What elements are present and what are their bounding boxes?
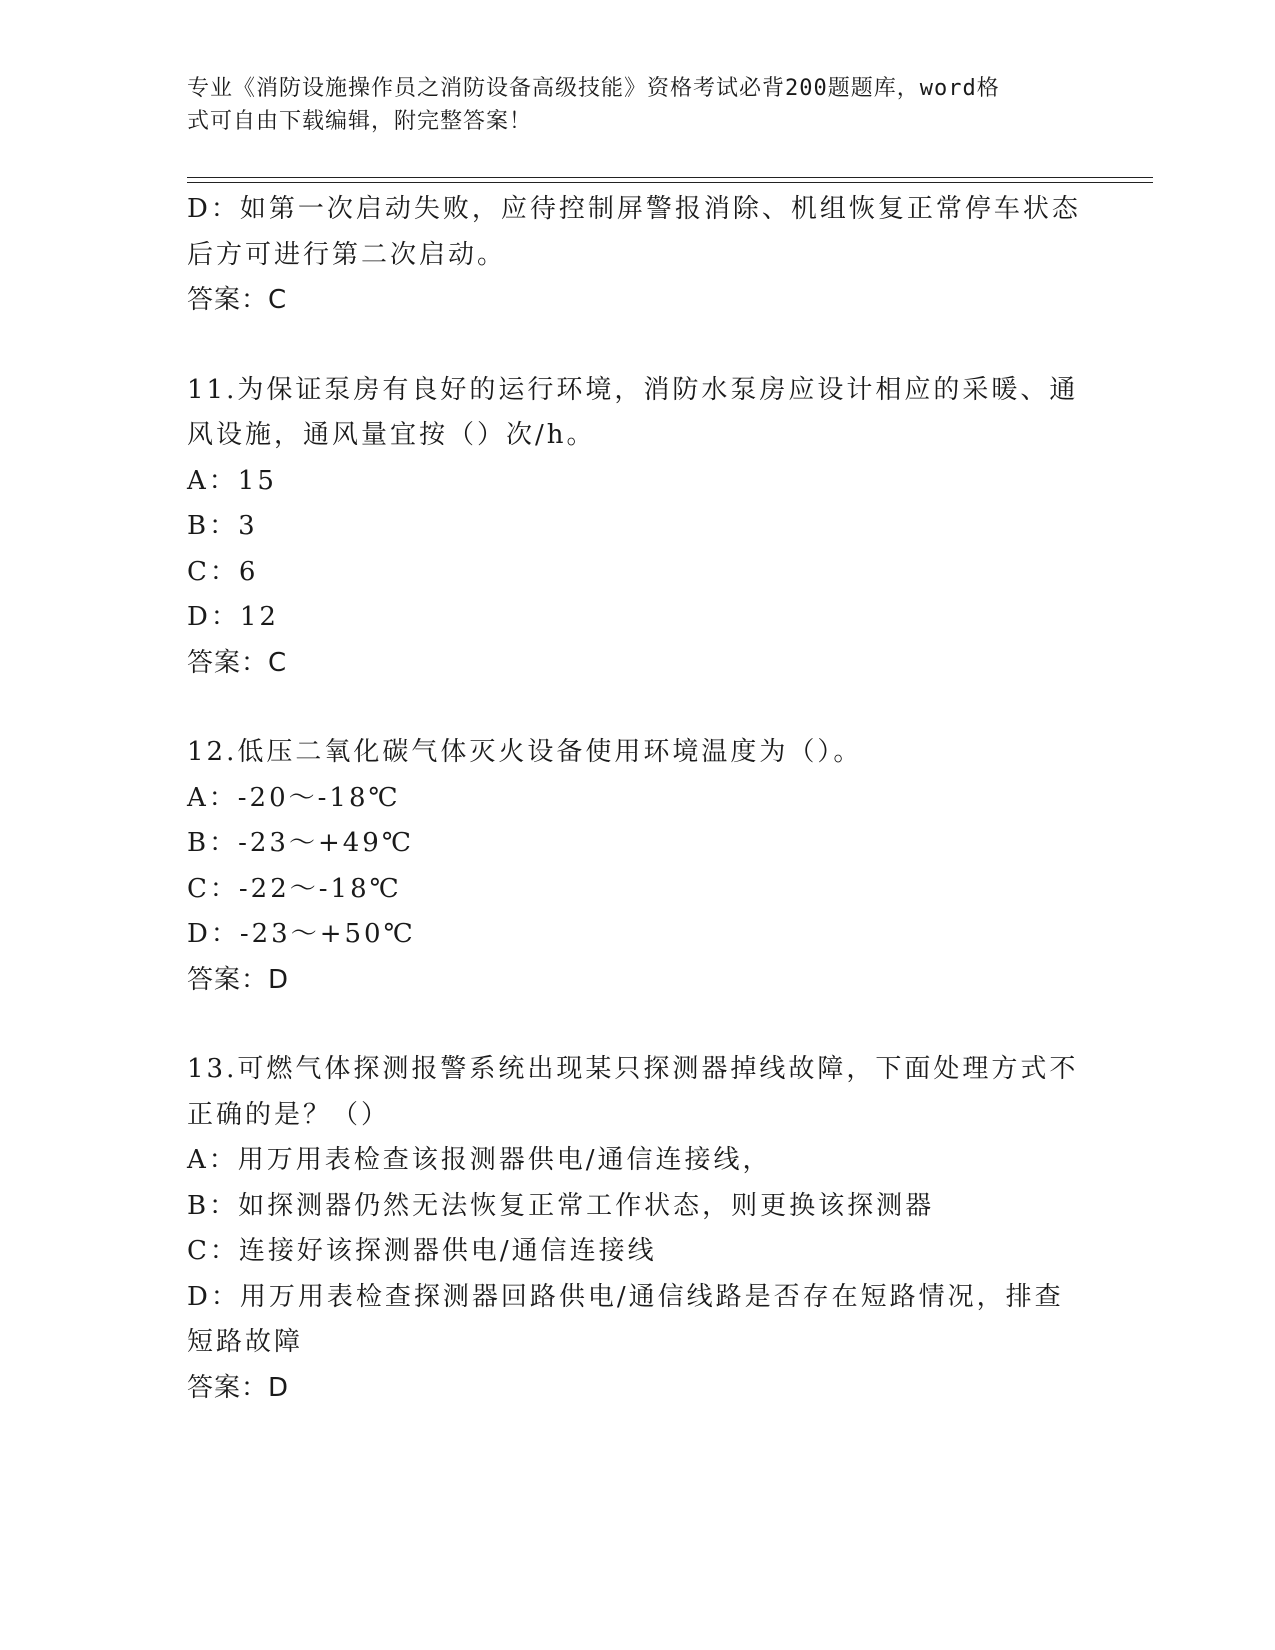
header-divider-bottom [187, 182, 1153, 183]
question-12 [187, 730, 1087, 1003]
spacer [187, 324, 1087, 368]
spacer [187, 686, 1087, 730]
header-line-1: 专业《消防设施操作员之消防设备高级技能》资格考试必背200题题库，word格 [187, 76, 1000, 101]
question-stem-line-1: 12.低压二氧化碳气体灭火设备使用环境温度为（）。 [187, 737, 863, 767]
question-13 [187, 1047, 1087, 1411]
answer-label: 答案：D [187, 1372, 290, 1403]
header-divider-top [187, 177, 1153, 178]
question-11 [187, 368, 1087, 687]
option-d: D：-23～+50℃ [187, 919, 416, 949]
option-a: A：用万用表检查该报测器供电/通信连接线， [187, 1145, 772, 1175]
answer-label: 答案：C [187, 647, 288, 678]
option-a: A：15 [187, 465, 277, 496]
option-d: D：12 [187, 602, 279, 632]
question-stem-line-2: 风设施，通风量宜按（）次/h。 [187, 420, 596, 450]
option-d-line-2: 短路故障 [187, 1327, 304, 1357]
answer-label: 答案：C [187, 285, 288, 315]
option-c: C：-22～-18℃ [187, 873, 402, 904]
option-b: B：如探测器仍然无法恢复正常工作状态，则更换该探测器 [187, 1190, 935, 1221]
option-c: C：连接好该探测器供电/通信连接线 [187, 1236, 657, 1266]
answer-label: 答案：D [187, 964, 290, 995]
question-stem-line-1: 13.可燃气体探测报警系统出现某只探测器掉线故障，下面处理方式不 [187, 1054, 1079, 1084]
option-d-line-1: D：如第一次启动失败，应待控制屏警报消除、机组恢复正常停车状态 [187, 194, 1081, 224]
header-line-2: 式可自由下载编辑，附完整答案！ [187, 109, 533, 134]
spacer [187, 1003, 1087, 1047]
option-d-line-1: D：用万用表检查探测器回路供电/通信线路是否存在短路情况，排查 [187, 1281, 1064, 1312]
question-previous [187, 187, 1087, 324]
document-header [187, 72, 1067, 138]
question-list [187, 187, 1087, 1411]
question-stem-line-2: 正确的是？（） [187, 1099, 391, 1130]
option-b: B：3 [187, 511, 258, 541]
option-c: C：6 [187, 556, 259, 587]
option-d-line-2: 后方可进行第二次启动。 [187, 239, 507, 270]
option-a: A：-20～-18℃ [187, 782, 401, 813]
question-stem-line-1: 11.为保证泵房有良好的运行环境，消防水泵房应设计相应的采暖、通 [187, 374, 1079, 405]
option-b: B：-23～+49℃ [187, 828, 414, 858]
